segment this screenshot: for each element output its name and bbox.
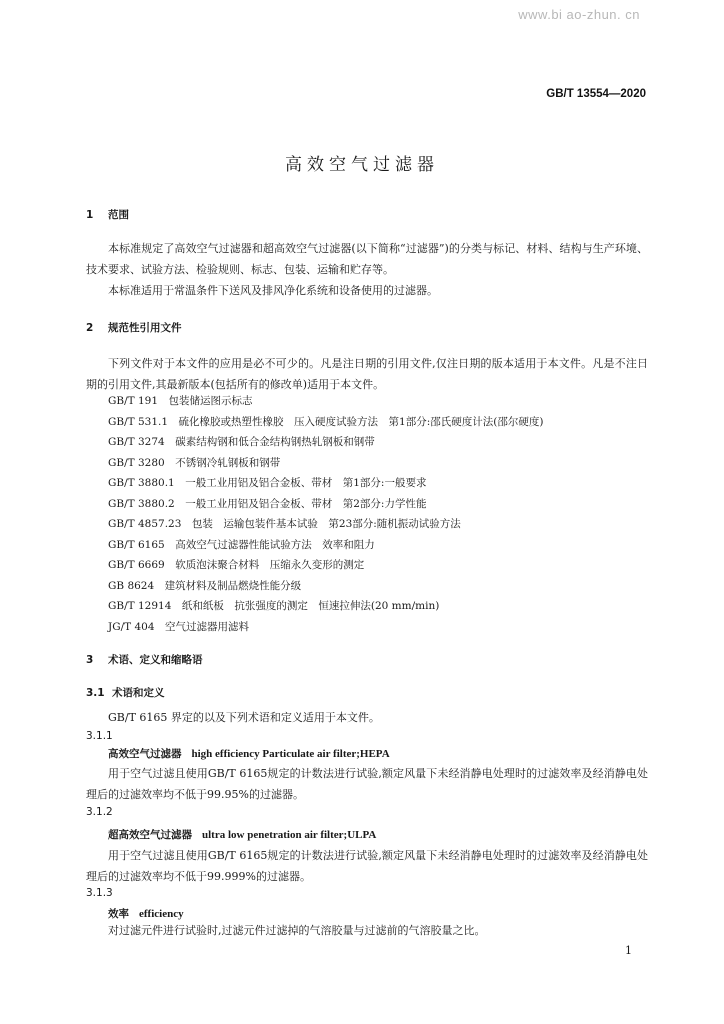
term-number: 3.1.2 xyxy=(86,806,113,818)
reference-item: GB/T 6669 软质泡沫聚合材料 压缩永久变形的测定 xyxy=(108,559,365,571)
term-heading xyxy=(108,906,184,921)
page-number: 1 xyxy=(625,944,632,957)
section-title: 范围 xyxy=(108,209,129,221)
term-en: efficiency xyxy=(139,908,184,920)
section-2-heading xyxy=(86,320,182,335)
term-zh: 超高效空气过滤器 xyxy=(108,829,192,841)
term-definition: 用于空气过滤且使用GB/T 6165规定的计数法进行试验,额定风量下未经消静电处理时的过滤效率及经消静电处理后的过滤效率均不低于99.999%的过滤器。 xyxy=(86,849,648,883)
watermark-text: www.bi ao-zhun. cn xyxy=(518,7,640,22)
term-zh: 高效空气过滤器 xyxy=(108,748,182,760)
section-number: 1 xyxy=(86,209,94,221)
reference-item: GB/T 191 包装储运图示标志 xyxy=(108,395,253,407)
section-1-heading xyxy=(86,207,129,222)
section-number: 3 xyxy=(86,654,94,666)
standard-number: GB/T 13554—2020 xyxy=(546,88,646,100)
section-3-heading xyxy=(86,652,203,667)
term-en: ultra low penetration air filter;ULPA xyxy=(202,829,377,841)
reference-item: GB/T 4857.23 包装 运输包装件基本试验 第23部分:随机振动试验方法 xyxy=(108,518,461,530)
term-heading xyxy=(108,827,376,842)
subsection-3-1-heading xyxy=(86,685,165,700)
reference-item: GB/T 3274 碳素结构钢和低合金结构钢热轧钢板和钢带 xyxy=(108,436,375,448)
reference-item: GB/T 3880.2 一般工业用铝及铝合金板、带材 第2部分:力学性能 xyxy=(108,498,427,510)
section-number: 2 xyxy=(86,322,94,334)
section-title: 术语、定义和缩略语 xyxy=(108,654,203,666)
reference-item: GB 8624 建筑材料及制品燃烧性能分级 xyxy=(108,580,302,592)
subsection-title: 术语和定义 xyxy=(112,687,165,699)
reference-item: GB/T 531.1 硫化橡胶或热塑性橡胶 压入硬度试验方法 第1部分:邵氏硬度计法(邵尔硬度) xyxy=(108,416,544,428)
term-definition: 用于空气过滤且使用GB/T 6165规定的计数法进行试验,额定风量下未经消静电处理时的过滤效率及经消静电处理后的过滤效率均不低于99.95%的过滤器。 xyxy=(86,767,648,801)
term-zh: 效率 xyxy=(108,908,129,920)
document-title: 高效空气过滤器 xyxy=(285,155,439,175)
reference-item: GB/T 3880.1 一般工业用铝及铝合金板、带材 第1部分:一般要求 xyxy=(108,477,427,489)
subsection-3-1-intro: GB/T 6165 界定的以及下列术语和定义适用于本文件。 xyxy=(108,711,380,724)
term-number: 3.1.1 xyxy=(86,730,113,742)
reference-item: GB/T 12914 纸和纸板 抗张强度的测定 恒速拉伸法(20 mm/min) xyxy=(108,600,440,612)
section-1-paragraph-1: 本标准规定了高效空气过滤器和超高效空气过滤器(以下简称“过滤器”)的分类与标记、材料、结构与生产环境、技术要求、试验方法、检验规则、标志、包装、运输和贮存等。 xyxy=(86,242,648,276)
term-en: high efficiency Particulate air filter;HEPA xyxy=(191,748,390,760)
reference-item: JG/T 404 空气过滤器用滤料 xyxy=(108,621,250,633)
subsection-number: 3.1 xyxy=(86,687,105,699)
term-definition: 对过滤元件进行试验时,过滤元件过滤掉的气溶胶量与过滤前的气溶胶量之比。 xyxy=(108,924,486,937)
section-2-paragraph-1: 下列文件对于本文件的应用是必不可少的。凡是注日期的引用文件,仅注日期的版本适用于本文件。凡是不注日期的引用文件,其最新版本(包括所有的修改单)适用于本文件。 xyxy=(86,357,648,391)
section-1-paragraph-2: 本标准适用于常温条件下送风及排风净化系统和设备使用的过滤器。 xyxy=(108,284,438,297)
term-number: 3.1.3 xyxy=(86,887,113,899)
reference-item: GB/T 3280 不锈钢冷轧钢板和钢带 xyxy=(108,457,281,469)
section-title: 规范性引用文件 xyxy=(108,322,182,334)
reference-item: GB/T 6165 高效空气过滤器性能试验方法 效率和阻力 xyxy=(108,539,375,551)
term-heading xyxy=(108,746,390,761)
